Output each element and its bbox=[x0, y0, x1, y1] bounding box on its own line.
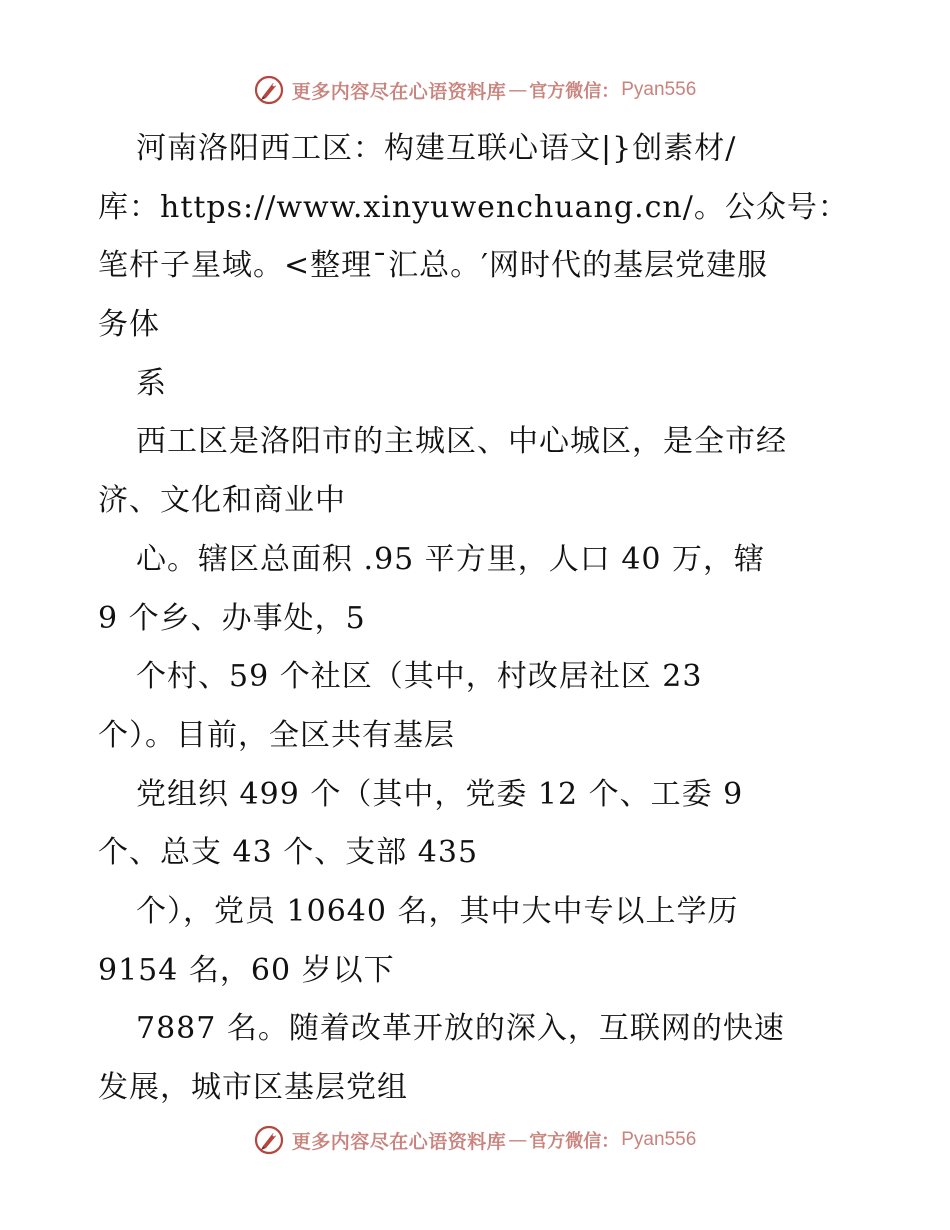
pen-nib-logo-icon bbox=[254, 75, 284, 105]
text-line: 个、总支 43 个、支部 435 bbox=[98, 835, 479, 871]
text-line: 发展，城市区基层党组 bbox=[98, 1070, 408, 1105]
document-body bbox=[98, 120, 888, 1118]
text-line: 个）。目前，全区共有基层 bbox=[98, 717, 455, 753]
text-line: 系 bbox=[136, 365, 167, 401]
banner-wechat-label: 官方微信： bbox=[529, 1131, 620, 1152]
text-line: 个村、59 个社区（其中，村改居社区 23 bbox=[136, 659, 703, 695]
text-line: 个），党员 10640 名，其中大中专以上学历 bbox=[136, 893, 739, 929]
text-line: 心。辖区总面积 .95 平方里，人口 40 万，辖 bbox=[136, 541, 766, 577]
text-line: 务体 bbox=[98, 307, 160, 343]
banner-slogan: 更多内容尽在心语资料库 bbox=[291, 80, 507, 103]
banner-slogan: 更多内容尽在心语资料库 bbox=[291, 1130, 507, 1153]
banner-dash: — bbox=[508, 1129, 528, 1151]
pen-nib-logo-icon bbox=[254, 1125, 284, 1155]
text-line: 9 个乡、办事处，5 bbox=[98, 600, 366, 636]
text-line: 西工区是洛阳市的主城区、中心城区，是全市经 bbox=[136, 424, 787, 460]
text-line: 河南洛阳西工区：构建互联心语文|}创素材/ bbox=[136, 131, 737, 166]
banner-wechat-id: Pyan556 bbox=[621, 79, 697, 100]
banner-dash: — bbox=[508, 79, 528, 101]
text-line: 9154 名，60 岁以下 bbox=[98, 952, 395, 988]
header-banner bbox=[0, 70, 950, 110]
footer-banner bbox=[0, 1120, 950, 1160]
banner-wechat-id: Pyan556 bbox=[621, 1129, 697, 1150]
text-line: 库：https://www.xinyuwenchuang.cn/。公众号： bbox=[98, 189, 849, 225]
text-line: 7887 名。随着改革开放的深入，互联网的快速 bbox=[136, 1011, 785, 1047]
text-line: 济、文化和商业中 bbox=[98, 483, 346, 519]
text-line: 党组织 499 个（其中，党委 12 个、工委 9 bbox=[136, 776, 744, 812]
text-line: 笔杆子星域。<整理¯汇总。′网时代的基层党建服 bbox=[98, 248, 768, 284]
banner-wechat-label: 官方微信： bbox=[529, 81, 620, 102]
